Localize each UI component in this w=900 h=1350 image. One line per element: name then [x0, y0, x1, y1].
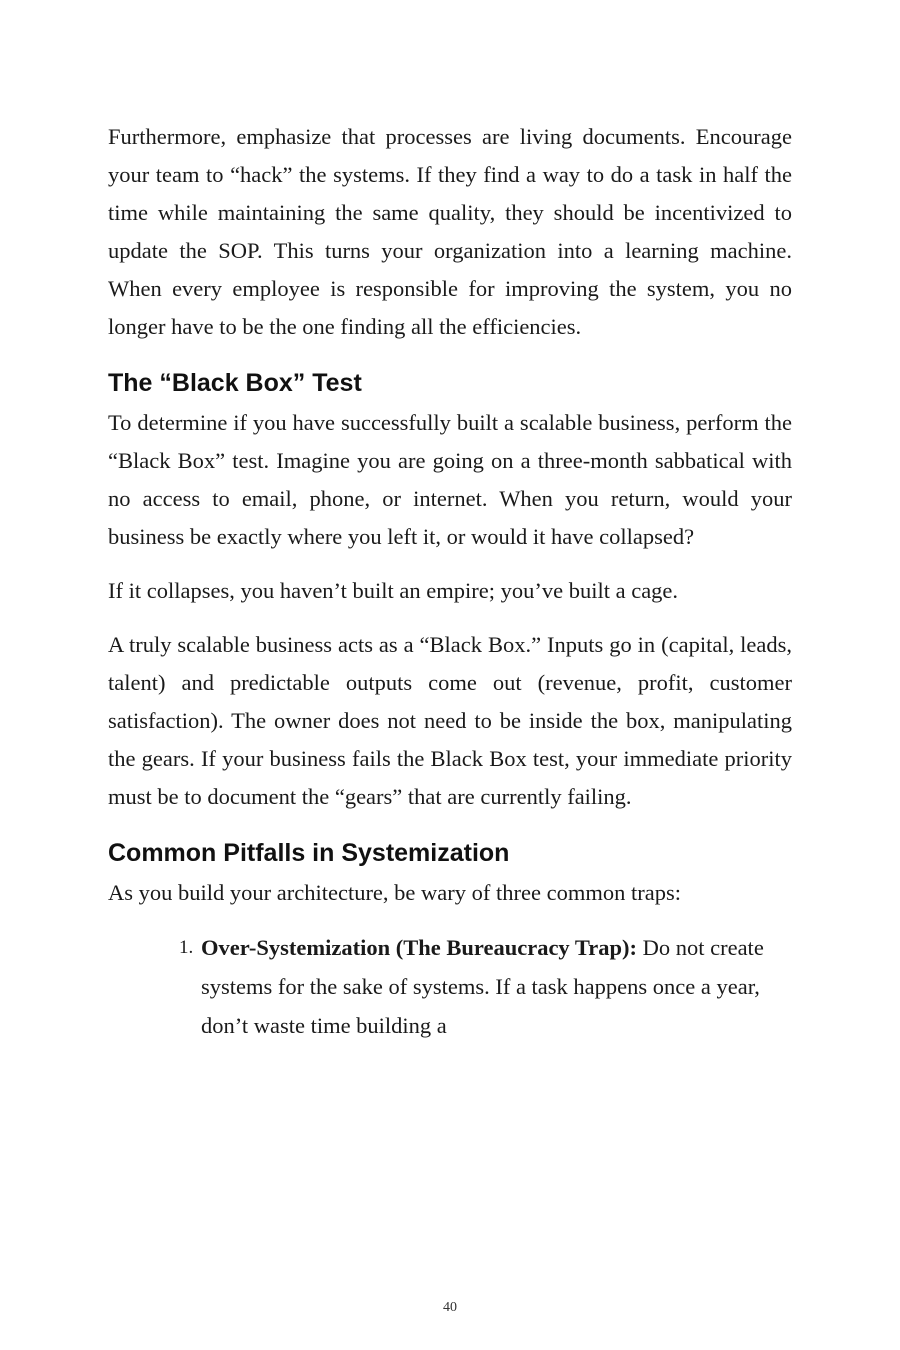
body-paragraph-black-box-2: If it collapses, you haven’t built an empire; you’ve built a cage.	[108, 578, 679, 603]
body-paragraph-black-box-3: A truly scalable business acts as a “Black Box.” Inputs go in (capital, leads, talent) and predictable outputs come out (revenue, profit, customer satisfaction). The owner does not need to be inside the box, manipulating the gears. If your business fails the Black Box test, your immediate priority must be to document the “gears” that are currently failing.	[108, 632, 792, 809]
list-item-text: Do not create systems for the sake of systems. If a task happens once a year, don’t waste time building a	[201, 935, 764, 1038]
section-heading-black-box: The “Black Box” Test	[108, 369, 362, 397]
pitfalls-list	[108, 928, 792, 1045]
body-paragraph-intro: Furthermore, emphasize that processes are living documents. Encourage your team to “hack” the systems. If they find a way to do a task in half the time while maintaining the same quality, they should be incentivized to update the SOP. This turns your organization into a learning machine. When every employee is responsible for improving the system, you no longer have to be the one finding all the efficiencies.	[108, 124, 792, 339]
list-item	[179, 928, 792, 1045]
list-item-term: Over-Systemization (The Bureaucracy Trap):	[201, 935, 637, 960]
document-page	[108, 118, 792, 1350]
body-paragraph-pitfalls-intro: As you build your architecture, be wary of three common traps:	[108, 880, 681, 905]
list-item-number: 1.	[179, 937, 194, 958]
body-paragraph-black-box-1: To determine if you have successfully built a scalable business, perform the “Black Box” test. Imagine you are going on a three-month sabbatical with no access to email, phone, or internet. When you return, would your business be exactly where you left it, or would it have collapsed?	[108, 410, 792, 549]
page-number: 40	[443, 1300, 457, 1315]
section-heading-pitfalls: Common Pitfalls in Systemization	[108, 839, 510, 867]
